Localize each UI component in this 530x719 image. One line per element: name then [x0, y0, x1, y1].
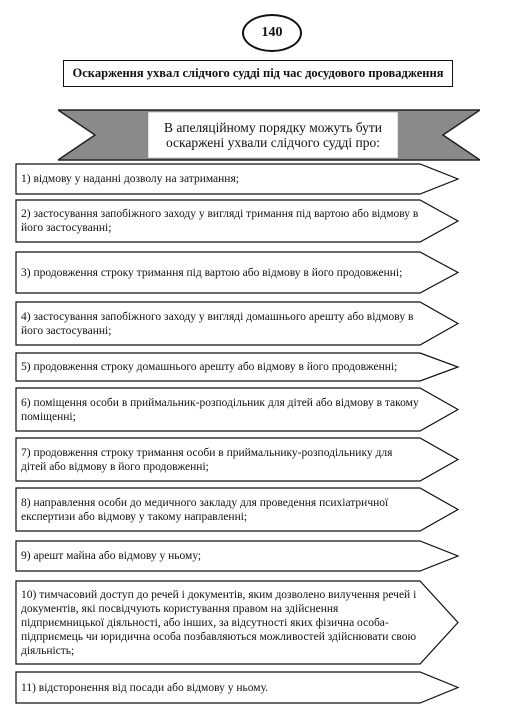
list-item — [15, 251, 460, 294]
list-item-text: 3) продовження строку тримання під вартою або відмову в його продовженні; — [21, 266, 403, 279]
list-item-text: 9) арешт майна або відмову у ньому; — [21, 550, 202, 562]
list-item-text: 7) продовження строку тримання особи в приймальнику-розподільнику для дітей або відмову в його продовженні; — [21, 446, 393, 473]
list-item — [15, 387, 460, 432]
list-item — [15, 301, 460, 346]
list-item — [15, 671, 460, 704]
list-item — [15, 487, 460, 532]
list-item-text: 8) направлення особи до медичного закладу для проведення психіатричної експертизи або відмову у такому направленні; — [21, 496, 389, 523]
list-item-text: 2) застосування запобіжного заходу у вигляді тримання під вартою або відмову в його застосуванні; — [21, 208, 419, 234]
list-item — [15, 163, 460, 195]
list-item-text: 11) відсторонення від посади або відмову у ньому. — [21, 681, 269, 694]
list-item-text: 6) поміщення особи в приймальник-розподільник для дітей або відмову в такому поміщенні; — [21, 396, 419, 423]
list-item-text: 10) тимчасовий доступ до речей і документів, яким дозволено вилучення речей і документів, які посвідчують користування правом на здійснення підприємницької діяльності, або інших, за відсутності яких фізична особа-підприємець чи юридична особа позбавляються можливостей здійснювати свою діяльність; — [21, 588, 417, 657]
list-item — [15, 352, 460, 382]
list-item-text: 5) продовження строку домашнього арешту або відмову в його продовженні; — [21, 361, 398, 373]
list-item — [15, 580, 460, 665]
list-item — [15, 540, 460, 572]
page-number — [242, 14, 302, 52]
list-item-text: 4) застосування запобіжного заходу у вигляді домашнього арешту або відмову в його застосуванні; — [21, 310, 414, 337]
list-item — [15, 437, 460, 482]
list-item-text: 1) відмову у наданні дозволу на затримання; — [21, 173, 239, 185]
banner-arrow — [58, 108, 480, 163]
diagram-title-box — [63, 60, 453, 87]
diagram-title: Оскарження ухвал слідчого судді під час досудового провадження — [72, 66, 444, 80]
banner-text: В апеляційному порядку можуть бути оскаржені ухвали слідчого судді про: — [164, 120, 382, 150]
list-item — [15, 199, 460, 243]
page-number-text: 140 — [261, 25, 283, 40]
